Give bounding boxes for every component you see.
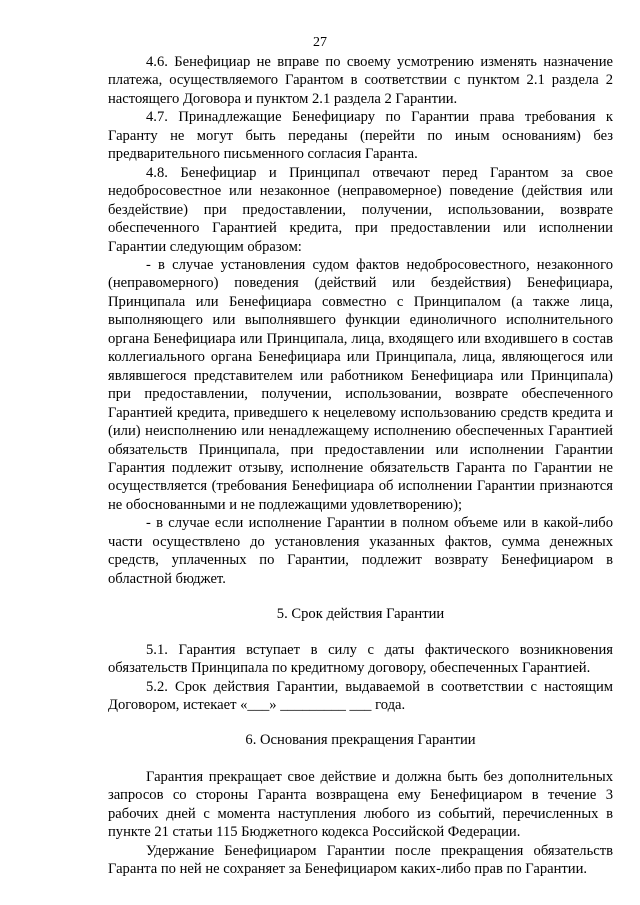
paragraph-4-7: 4.7. Принадлежащие Бенефициару по Гарантии права требования к Гаранту не могут быть переданы (перейти по иным основаниям) без предварительного письменного согласия Гаранта. xyxy=(108,109,613,163)
paragraph-6-termination: Гарантия прекращает свое действие и должна быть без дополнительных запросов со стороны Гаранта возвращена ему Бенефициаром в течение 3 рабочих дней с момента наступления любого из событий, перечисленных в пункте 21 статьи 115 Бюджетного кодекса Российской Федерации. xyxy=(108,768,613,841)
list-item-refund: - в случае если исполнение Гарантии в полном объеме или в какой-либо части осуществлено до установления указанных фактов, сумма денежных средств, уплаченных по Гарантии, подлежит возврату Бенефициаром в областной бюджет. xyxy=(108,515,613,587)
paragraph-5-1: 5.1. Гарантия вступает в силу с даты фактического возникновения обязательств Принципала по кредитному договору, обеспеченных Гарантией. xyxy=(108,641,613,677)
section-5-heading: 5. Срок действия Гарантии xyxy=(276,606,445,623)
page-number: 27 xyxy=(313,35,327,50)
paragraph-5-2: 5.2. Срок действия Гарантии, выдаваемой в соответствии с настоящим Договором, истекает «___» _________ ___ года. xyxy=(108,678,613,713)
list-item-court-facts: - в случае установления судом фактов недобросовестного, незаконного (неправомерного) поведения (действий или бездействия) Бенефициара, Принципала или Бенефициара совместно с Принципалом (а также лица, выполняющего или выполнявшего функции единоличного исполнительного органа Бенефициара или Принципала, лица, входящего или входившего в состав коллегиального органа Бенефициара или Принципала, лица, являющегося или являвшегося представителем или работником Бенефициара или Принципала) при предоставлении, получении, использовании, возврате обеспеченного Гарантией кредита, приведшего к нецелевому использованию средств кредита и (или) неисполнению или ненадлежащему исполнению обеспеченных Гарантией обязательств Принципала, при предоставлении или исполнении Гарантии Гарантия подлежит отзыву, исполнение обязательств Гаранта по Гарантии не осуществляется (требования Бенефициара об исполнении Гарантии признаются не обоснованными и не подлежащими удовлетворению); xyxy=(108,256,613,513)
section-6-heading: 6. Основания прекращения Гарантии xyxy=(245,732,476,749)
document-body xyxy=(108,53,613,879)
paragraph-4-6: 4.6. Бенефициар не вправе по своему усмотрению изменять назначение платежа, осуществляемого Гарантом в соответствии с пунктом 2.1 раздела 2 настоящего Договора и пунктом 2.1 раздела 2 Гарантии. xyxy=(108,54,613,107)
paragraph-6-retention: Удержание Бенефициаром Гарантии после прекращения обязательств Гаранта по ней не сохраняет за Бенефициаром каких-либо прав по Гарантии. xyxy=(108,842,613,878)
paragraph-4-8: 4.8. Бенефициар и Принципал отвечают перед Гарантом за свое недобросовестное или незаконное (неправомерное) поведение (действия или бездействие) при предоставлении, получении, использовании, возврате обеспеченного Гарантией кредита, при предоставлении или исполнении Гарантии следующим образом: xyxy=(108,164,613,255)
